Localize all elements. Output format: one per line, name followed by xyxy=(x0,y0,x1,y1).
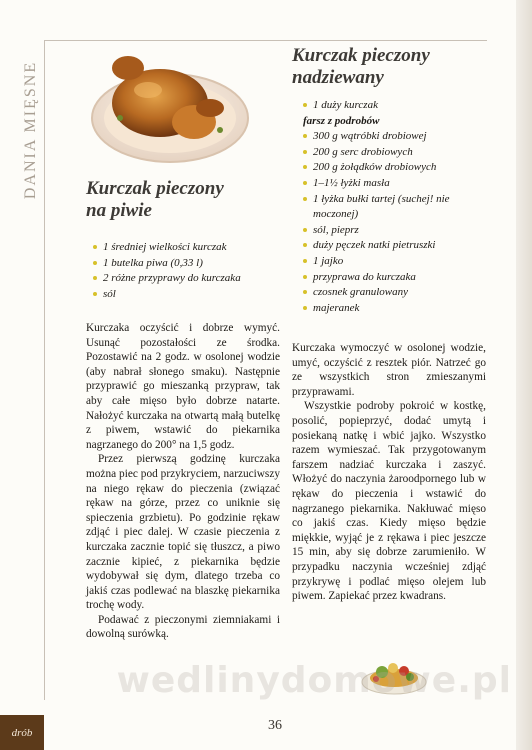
recipe2-ingredient xyxy=(303,254,493,270)
recipe2-ingredient-text: 200 g żołądków drobiowych xyxy=(313,161,437,174)
recipe1-ingredient xyxy=(93,256,293,272)
recipe2-ingredient-text: 1 jajko xyxy=(313,254,344,267)
recipe2-title-line2: nadziewany xyxy=(292,67,384,88)
bullet-dot-icon xyxy=(93,245,97,249)
recipe1-ingredient-text: 1 średniej wielkości kurczak xyxy=(103,241,227,253)
bullet-dot-icon xyxy=(303,259,307,263)
recipe1-instructions xyxy=(86,321,280,642)
bullet-dot-icon xyxy=(303,290,307,294)
recipe1-ingredient-text: 1 butelka piwa (0,33 l) xyxy=(103,256,203,269)
recipe2-ingredient xyxy=(303,238,493,254)
footer-category: drób xyxy=(11,726,33,739)
bullet-dot-icon xyxy=(303,181,307,185)
roast-chicken-image xyxy=(90,48,250,166)
recipe2-ingredient xyxy=(303,192,493,223)
section-label-text: DANIA MIĘSNE xyxy=(22,60,39,200)
recipe2-title-line1: Kurczak pieczony xyxy=(292,45,430,66)
bullet-dot-icon xyxy=(303,228,307,232)
bullet-dot-icon xyxy=(303,150,307,154)
bullet-dot-icon xyxy=(93,261,97,265)
recipe2-ingredient xyxy=(303,270,493,286)
page-edge xyxy=(516,0,532,750)
recipe1-paragraph: Podawać z pieczonymi ziemniakami i dowolną surówką. xyxy=(86,613,280,641)
bullet-dot-icon xyxy=(303,165,307,169)
recipe2-ingredient-text: sól, pieprz xyxy=(313,223,359,236)
recipe2-ingredient-text: 300 g wątróbki drobiowej xyxy=(313,130,427,143)
watermark: wedlinydomowe.pl xyxy=(116,660,512,701)
recipe1-ingredient-text: sól xyxy=(103,287,116,300)
recipe2-paragraph: Kurczaka wymoczyć w osolonej wodzie, umyć, oczyścić z resztek piór. Natrzeć go ze wszystkich stron zmieszanymi przyprawami. xyxy=(292,342,486,398)
recipe2-ingredient xyxy=(303,145,493,161)
recipe1-ingredient xyxy=(93,287,293,303)
recipe2-ingredient-text: farsz z podrobów xyxy=(303,114,380,127)
recipe2-ingredient-text: 200 g serc drobiowych xyxy=(313,145,413,158)
recipe1-ingredient-list xyxy=(93,240,293,302)
recipe2-ingredient xyxy=(303,285,493,301)
recipe2-ingredient-text: czosnek granulowany xyxy=(313,286,409,299)
recipe2-title xyxy=(292,45,492,89)
recipe1-title xyxy=(86,178,286,222)
recipe1-paragraph: Kurczaka oczyścić i dobrze wymyć. Usunąć pozostałości ze środka. Pozostawić na 2 godz. w osolonej wodzie (aby nabrał słonego smaku). Następnie przyprawić go mieszanką przypraw, tak aby całe mięso było dobrze natarte. Nałożyć kurczaka na otwartą małą butelkę z piwem, wstawić do piekarnika nagrzanego do 200° na 1,5 godz. xyxy=(86,322,280,451)
recipe2-paragraph: Wszystkie podroby pokroić w kostkę, posolić, popieprzyć, dodać umytą i posiekaną natkę i wbić jajko. Wszystko razem wymieszać. Tak przygotowanym farszem nadziać kurczaka i zaszyć. Włożyć do naczynia żaroodpornego lub w rękaw do pieczenia i wstawić do nagrzanego piekarnika. Nakłuwać mięso co jakiś czas. Kiedy mięso będzie miękkie, wyjąć je z rękawa i piec jeszcze 15 min, aby się dobrze zarumieniło. W przypadku naczynia wcześniej zdjąć przykrywę i podlać mięso olejem lub piwem. Zapiekać przez kwadrans. xyxy=(292,400,486,603)
bullet-dot-icon xyxy=(93,292,97,296)
recipe2-ingredient-text: majeranek xyxy=(313,301,360,314)
recipe2-subheading xyxy=(303,114,493,130)
recipe2-ingredient xyxy=(303,160,493,176)
bullet-dot-icon xyxy=(303,243,307,247)
bullet-dot-icon xyxy=(303,197,307,201)
bullet-dot-icon xyxy=(93,276,97,280)
recipe2-ingredient-list xyxy=(303,98,493,316)
recipe1-ingredient xyxy=(93,240,293,256)
bullet-dot-icon xyxy=(303,134,307,138)
recipe2-ingredient xyxy=(303,129,493,145)
recipe1-ingredient-text: 2 różne przyprawy do kurczaka xyxy=(103,272,241,285)
recipe2-ingredient xyxy=(303,176,493,192)
recipe1-title-line2: na piwie xyxy=(86,200,152,221)
recipe2-ingredient-text: 1 łyżka bułki tartej (suchej! nie moczonej) xyxy=(313,192,450,221)
page-number: 36 xyxy=(268,718,282,733)
recipe2-ingredient-text: duży pęczek natki pietruszki xyxy=(313,239,436,252)
recipe2-ingredient xyxy=(303,223,493,239)
recipe1-title-line1: Kurczak pieczony xyxy=(86,178,224,199)
bullet-dot-icon xyxy=(303,306,307,310)
footer-category-band xyxy=(0,715,44,750)
recipe2-ingredient-text: 1 duży kurczak xyxy=(313,99,378,111)
bullet-dot-icon xyxy=(303,275,307,279)
recipe1-paragraph: Przez pierwszą godzinę kurczaka można piec pod przykryciem, narzuciwszy na niego rękaw do pieczenia (związać rękaw na górze, przez co uniknie się spieczenia grzbietu). Po godzinie rękaw zdjąć i piec dalej. W czasie pieczenia z kurczaka zacznie topić się tłuszcz, a piwo zacznie kipieć, z piekarnika będzie wydobywał się dym, dlatego trzeba co jakiś czas podlewać na blaszkę piekarnika trochę wody. xyxy=(86,453,280,612)
horizontal-rule xyxy=(44,40,487,41)
recipe1-ingredient xyxy=(93,271,293,287)
recipe2-ingredient xyxy=(303,301,493,317)
recipe2-ingredient-text: przyprawa do kurczaka xyxy=(313,270,416,283)
bullet-dot-icon xyxy=(303,103,307,107)
recipe2-instructions xyxy=(292,341,486,604)
recipe2-ingredient-text: 1–1½ łyżki masła xyxy=(313,176,390,189)
vertical-rule xyxy=(44,40,45,700)
recipe2-ingredient xyxy=(303,98,493,114)
section-label xyxy=(17,40,45,220)
